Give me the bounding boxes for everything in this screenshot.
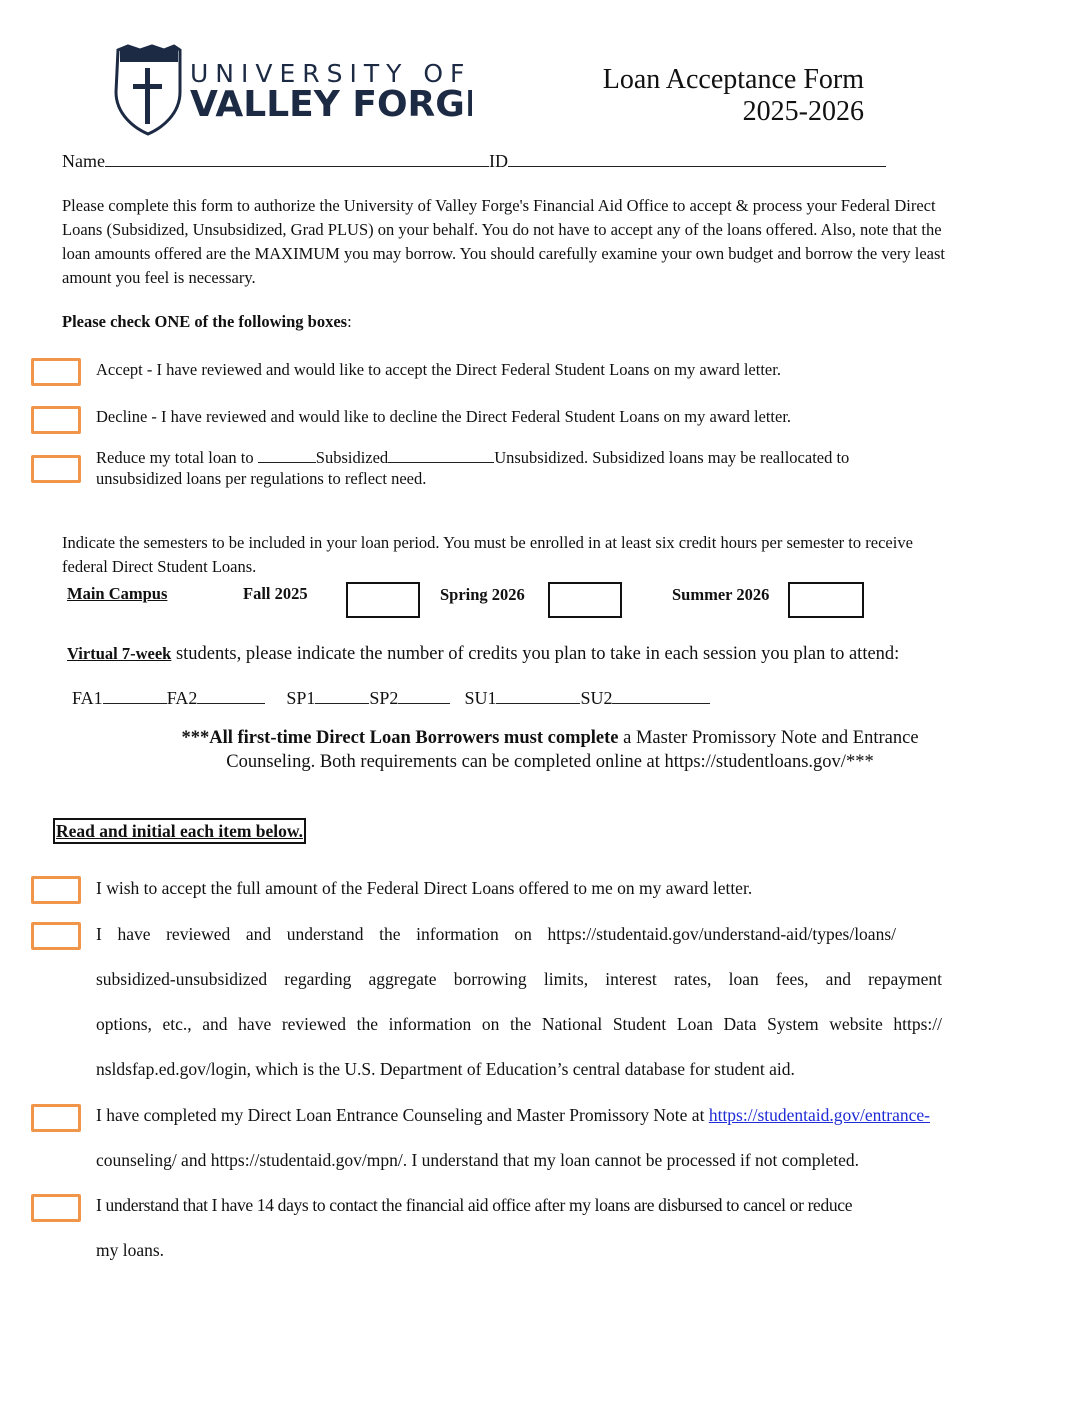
reduce-checkbox[interactable] (31, 455, 81, 483)
name-id-row (62, 150, 886, 172)
university-logo (112, 44, 472, 136)
form-title: Loan Acceptance Form (602, 64, 864, 95)
item-1-text: I wish to accept the full amount of the Federal Direct Loans offered to me on my award letter. (96, 878, 753, 898)
accept-checkbox[interactable] (31, 358, 81, 386)
su2-credits-field[interactable] (612, 689, 710, 704)
initial-box-2[interactable] (31, 922, 81, 950)
initial-box-3[interactable] (31, 1104, 81, 1132)
initial-box-4[interactable] (31, 1194, 81, 1222)
initial-box-1[interactable] (31, 876, 81, 904)
decline-option-label: Decline - I have reviewed and would like to decline the Direct Federal Student Loans on my award letter. (96, 407, 792, 426)
form-year: 2025-2026 (742, 96, 864, 127)
reduce-subsidized-blank[interactable] (258, 448, 316, 463)
name-field[interactable] (105, 150, 489, 167)
fall-checkbox[interactable] (346, 582, 420, 618)
spring-label: Spring 2026 (440, 585, 525, 604)
logo-line2: VALLEY FORGE (190, 84, 472, 125)
decline-checkbox[interactable] (31, 406, 81, 434)
fall-label: Fall 2025 (243, 584, 308, 603)
check-heading: Please check ONE of the following boxes: (62, 312, 352, 331)
intro-paragraph: Please complete this form to authorize the University of Valley Forge's Financial Aid Office to accept & process your Federal Direct Loans (Subsidized, Unsubsidized, Grad PLUS) on your behalf. You do not have to accept any of the loans offered. Also, note that the loan amounts offered are the MAXIMUM you may borrow. You should carefully examine your own budget and borrow the very least amount you feel is necessary. (62, 196, 946, 287)
main-campus-label: Main Campus (67, 584, 168, 603)
id-field[interactable] (508, 150, 886, 167)
virtual-instructions: Virtual 7-week students, please indicate the number of credits you plan to take in each session you plan to attend: (67, 644, 900, 664)
sp1-credits-field[interactable] (315, 689, 369, 704)
summer-checkbox[interactable] (788, 582, 864, 618)
shield-cross-icon (112, 44, 472, 136)
sp2-credits-field[interactable] (398, 689, 450, 704)
semester-instructions: Indicate the semesters to be included in your loan period. You must be enrolled in at least six credit hours per semester to receive federal Direct Student Loans. (62, 533, 913, 576)
reduce-unsubsidized-blank[interactable] (388, 448, 494, 463)
credit-sessions-row: FA1 FA2 SP1 SP2 SU1 SU2 (72, 688, 710, 709)
summer-label: Summer 2026 (672, 585, 770, 604)
reduce-option: Reduce my total loan to Subsidized Unsubsidized. Subsidized loans may be reallocated to unsubsidized loans per regulations to reflect need. (96, 448, 850, 488)
item-3-text: I have completed my Direct Loan Entrance Counseling and Master Promissory Note at https://studentaid.gov/entrance- counseling/ and https://studentaid.gov/mpn/. I understand that my loan cannot be processed if not completed. (96, 1105, 930, 1170)
item-4-text: I understand that I have 14 days to contact the financial aid office after my loans are disbursed to cancel or reduce my loans. (96, 1195, 853, 1260)
id-label: ID (488, 151, 508, 171)
item-2-text: I have reviewed and understand the information on https://studentaid.gov/understand-aid/types/loans/ subsidized-unsubsidized regarding aggregate borrowing limits, interest rates, loan fees, and repayment options, etc., and have reviewed the information on the National Student Loan Data System website https:// nsldsfap.ed.gov/login, which is the U.S. Department of Education’s central database for student aid. (96, 924, 942, 1079)
borrower-notice: ***All first-time Direct Loan Borrowers must complete a Master Promissory Note and Entrance Counseling. Both requirements can be completed online at https://studentloans.gov/*** (181, 728, 919, 772)
entrance-counseling-link[interactable]: https://studentaid.gov/entrance- (708, 1105, 930, 1125)
su1-credits-field[interactable] (496, 689, 580, 704)
logo-line1: UNIVERSITY OF (190, 59, 472, 88)
read-and-initial-heading: Read and initial each item below. (53, 818, 306, 844)
spring-checkbox[interactable] (548, 582, 622, 618)
fa2-credits-field[interactable] (197, 689, 265, 704)
accept-option-label: Accept - I have reviewed and would like to accept the Direct Federal Student Loans on my award letter. (96, 360, 781, 379)
name-label: Name (62, 151, 105, 171)
fa1-credits-field[interactable] (103, 689, 167, 704)
